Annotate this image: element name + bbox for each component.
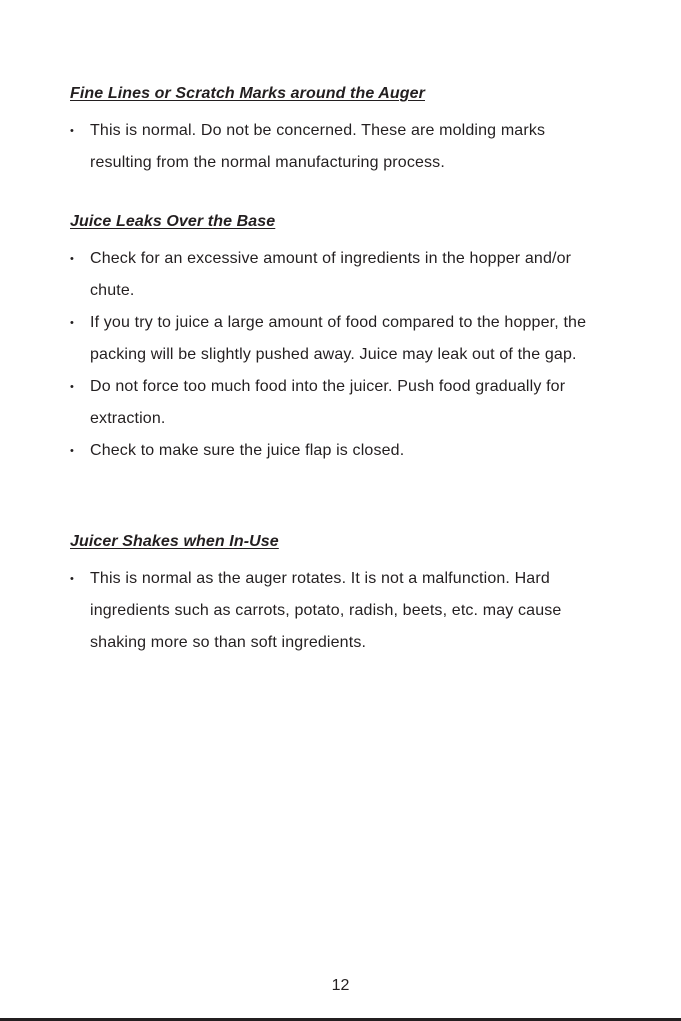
section-juice-leaks: [70, 212, 610, 467]
bullet-item: [70, 371, 610, 435]
bullet-text: Check for an excessive amount of ingredients in the hopper and/or chute.: [90, 250, 572, 299]
bullet-icon: •: [70, 381, 75, 393]
bullet-icon: •: [70, 317, 75, 329]
section-fine-lines: [70, 84, 610, 179]
bullet-text: Check to make sure the juice flap is closed.: [90, 442, 405, 459]
bullet-list: [70, 115, 610, 179]
bullet-icon: •: [70, 445, 75, 457]
bullet-list: [70, 243, 610, 467]
bullet-list: [70, 563, 610, 659]
bullet-item: [70, 243, 610, 307]
bullet-icon: •: [70, 253, 75, 265]
section-juicer-shakes: [70, 532, 610, 659]
bullet-item: [70, 435, 610, 467]
bullet-item: [70, 563, 610, 659]
bullet-item: [70, 115, 610, 179]
bullet-icon: •: [70, 573, 75, 585]
section-heading: Fine Lines or Scratch Marks around the Auger: [70, 85, 425, 102]
bullet-text: If you try to juice a large amount of food compared to the hopper, the packing will be slightly pushed away. Juice may leak out of the gap.: [90, 314, 587, 363]
bullet-icon: •: [70, 125, 75, 137]
section-heading: Juicer Shakes when In-Use: [70, 533, 279, 550]
bullet-text: This is normal. Do not be concerned. These are molding marks resulting from the normal manufacturing process.: [90, 122, 546, 171]
page-number: 12: [331, 977, 350, 994]
section-heading: Juice Leaks Over the Base: [70, 213, 276, 230]
bullet-text: This is normal as the auger rotates. It is not a malfunction. Hard ingredients such as carrots, potato, radish, beets, etc. may cause shaking more so than soft ingredients.: [90, 570, 562, 651]
bullet-text: Do not force too much food into the juicer. Push food gradually for extraction.: [90, 378, 566, 427]
bullet-item: [70, 307, 610, 371]
